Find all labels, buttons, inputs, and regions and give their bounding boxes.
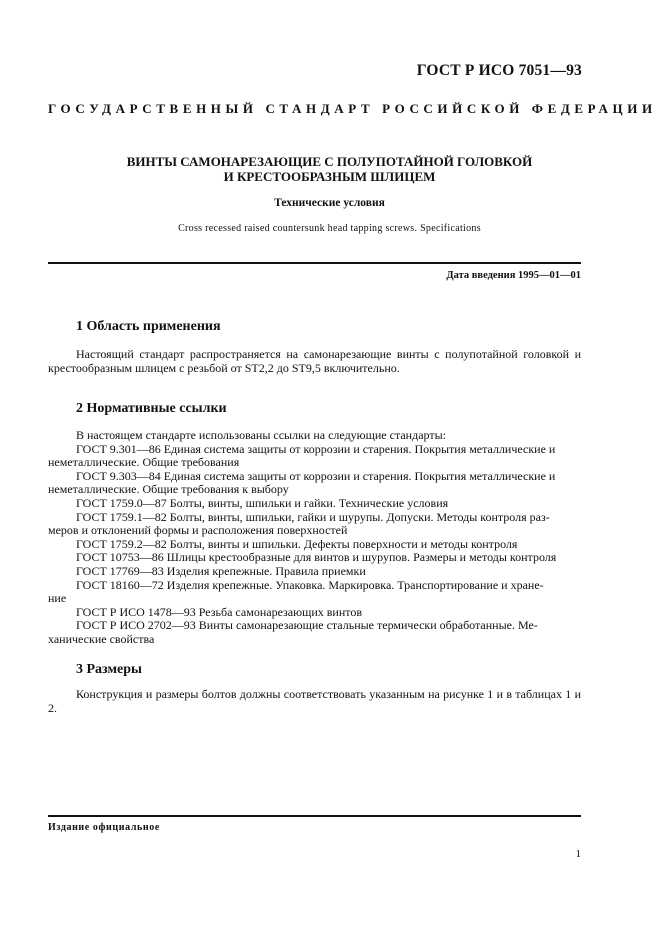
document-number: ГОСТ Р ИСО 7051—93 bbox=[416, 62, 582, 79]
title-line-2: И КРЕСТООБРАЗНЫМ ШЛИЦЕМ bbox=[223, 169, 436, 184]
reference-item: ГОСТ 1759.1—82 Болты, винты, шпильки, гайки и шурупы. Допуски. Методы контроля раз- bbox=[76, 509, 550, 524]
reference-item-continuation: ние bbox=[48, 591, 67, 606]
reference-item: ГОСТ Р ИСО 1478—93 Резьба самонарезающих винтов bbox=[76, 604, 362, 619]
reference-item: ГОСТ Р ИСО 2702—93 Винты самонарезающие стальные термически обработанные. Ме- bbox=[76, 618, 538, 633]
page-number: 1 bbox=[575, 848, 581, 860]
section-3-text: Конструкция и размеры болтов должны соответствовать указанным на рисунке 1 и в таблицах 1 и 2. bbox=[48, 687, 581, 715]
reference-item-continuation: ханические свойства bbox=[48, 631, 155, 646]
document-title bbox=[48, 154, 611, 184]
section-1-text: Настоящий стандарт распространяется на самонарезающие винты с полупотайной головкой и крестообразным шлицем с резьбой от ST2,2 до ST9,5 включительно. bbox=[48, 347, 581, 375]
reference-item: ГОСТ 18160—72 Изделия крепежные. Упаковка. Маркировка. Транспортирование и хране- bbox=[76, 577, 544, 592]
reference-item: ГОСТ 1759.2—82 Болты, винты и шпильки. Дефекты поверхности и методы контроля bbox=[76, 536, 518, 551]
reference-item: ГОСТ 1759.0—87 Болты, винты, шпильки и гайки. Технические условия bbox=[76, 495, 449, 510]
section-1-heading: 1 Область применения bbox=[76, 319, 221, 334]
footer-divider bbox=[48, 815, 581, 817]
state-standard-heading: ГОСУДАРСТВЕННЫЙ СТАНДАРТ РОССИЙСКОЙ ФЕДЕРАЦИИ bbox=[48, 101, 657, 116]
reference-item-continuation: неметаллические. Общие требования к выбору bbox=[48, 482, 289, 497]
reference-item: ГОСТ 17769—83 Изделия крепежные. Правила приемки bbox=[76, 563, 366, 578]
english-title: Cross recessed raised countersunk head tapping screws. Specifications bbox=[178, 223, 481, 234]
header-divider bbox=[48, 262, 581, 264]
edition-label: Издание официальное bbox=[48, 822, 160, 833]
reference-item: ГОСТ 10753—86 Шлицы крестообразные для винтов и шурупов. Размеры и методы контроля bbox=[76, 550, 557, 565]
reference-item-continuation: меров и отклонений формы и расположения поверхностей bbox=[48, 523, 348, 538]
section-2-intro: В настоящем стандарте использованы ссылки на следующие стандарты: bbox=[76, 428, 447, 442]
section-2-body bbox=[48, 429, 581, 647]
document-subtitle: Технические условия bbox=[274, 197, 385, 209]
title-line-1: ВИНТЫ САМОНАРЕЗАЮЩИЕ С ПОЛУПОТАЙНОЙ ГОЛОВКОЙ bbox=[126, 154, 533, 169]
reference-item: ГОСТ 9.301—86 Единая система защиты от коррозии и старения. Покрытия металлические и bbox=[76, 441, 556, 456]
section-2-heading: 2 Нормативные ссылки bbox=[76, 401, 227, 416]
reference-item-continuation: неметаллические. Общие требования bbox=[48, 455, 240, 470]
intro-date: Дата введения 1995—01—01 bbox=[446, 270, 581, 281]
section-3-heading: 3 Размеры bbox=[76, 662, 142, 677]
reference-item: ГОСТ 9.303—84 Единая система защиты от коррозии и старения. Покрытия металлические и bbox=[76, 468, 556, 483]
